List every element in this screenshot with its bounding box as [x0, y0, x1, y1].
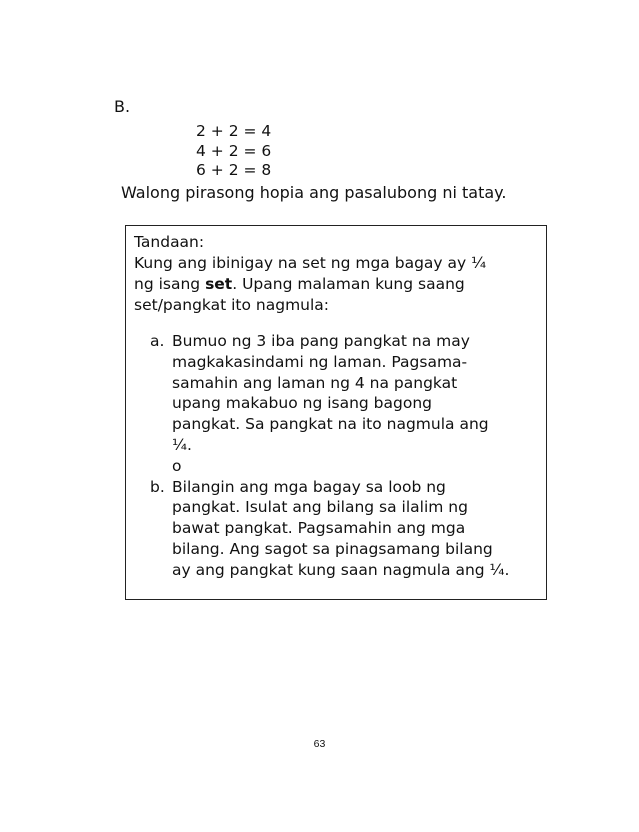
page-number: 63: [313, 738, 326, 750]
step-line: Bumuo ng 3 iba pang pangkat na may: [172, 332, 470, 350]
equation-list: [196, 122, 271, 181]
step-line: ¼.: [172, 435, 192, 454]
step-b-text: [172, 477, 540, 581]
step-a-text: [172, 331, 540, 456]
equation-line: 6 + 2 = 8: [196, 161, 272, 179]
emphasized-term: set: [205, 275, 233, 293]
reminder-intro-text: . Upang malaman kung saang: [232, 275, 465, 293]
step-line: Bilangin ang mga bagay sa loob ng: [172, 477, 446, 496]
step-marker: a.: [150, 332, 165, 350]
step-marker: b.: [150, 477, 165, 496]
reminder-box: [125, 225, 547, 600]
step-b: [150, 477, 540, 581]
reminder-intro-line: Kung ang ibinigay na set ng mga bagay ay ¼: [134, 254, 487, 272]
step-line: samahin ang laman ng 4 na pangkat: [172, 373, 458, 392]
answer-sentence: Walong pirasong hopia ang pasalubong ni tatay.: [121, 183, 507, 202]
reminder-intro-text: ng isang: [134, 275, 206, 293]
reminder-title: Tandaan:: [134, 233, 205, 251]
step-line: bilang. Ang sagot sa pinagsamang bilang: [172, 539, 493, 558]
equation-line: 2 + 2 = 4: [196, 122, 272, 140]
step-line: pangkat. Isulat ang bilang sa ilalim ng: [172, 498, 468, 517]
reminder-intro-line: [134, 274, 534, 295]
step-line: upang makabuo ng isang bagong: [172, 394, 433, 413]
step-line: magkakasindami ng laman. Pagsama-: [172, 352, 468, 371]
step-a: [150, 331, 540, 456]
reminder-intro-line: set/pangkat ito nagmula:: [134, 296, 330, 314]
equation-line: 4 + 2 = 6: [196, 141, 272, 160]
section-label: B.: [114, 97, 131, 116]
step-line: pangkat. Sa pangkat na ito nagmula ang: [172, 415, 489, 434]
step-line: ay ang pangkat kung saan nagmula ang ¼.: [172, 560, 510, 579]
steps-list: [150, 331, 540, 581]
or-separator: o: [172, 456, 182, 475]
reminder-intro: [134, 253, 534, 316]
step-line: bawat pangkat. Pagsamahin ang mga: [172, 519, 466, 538]
